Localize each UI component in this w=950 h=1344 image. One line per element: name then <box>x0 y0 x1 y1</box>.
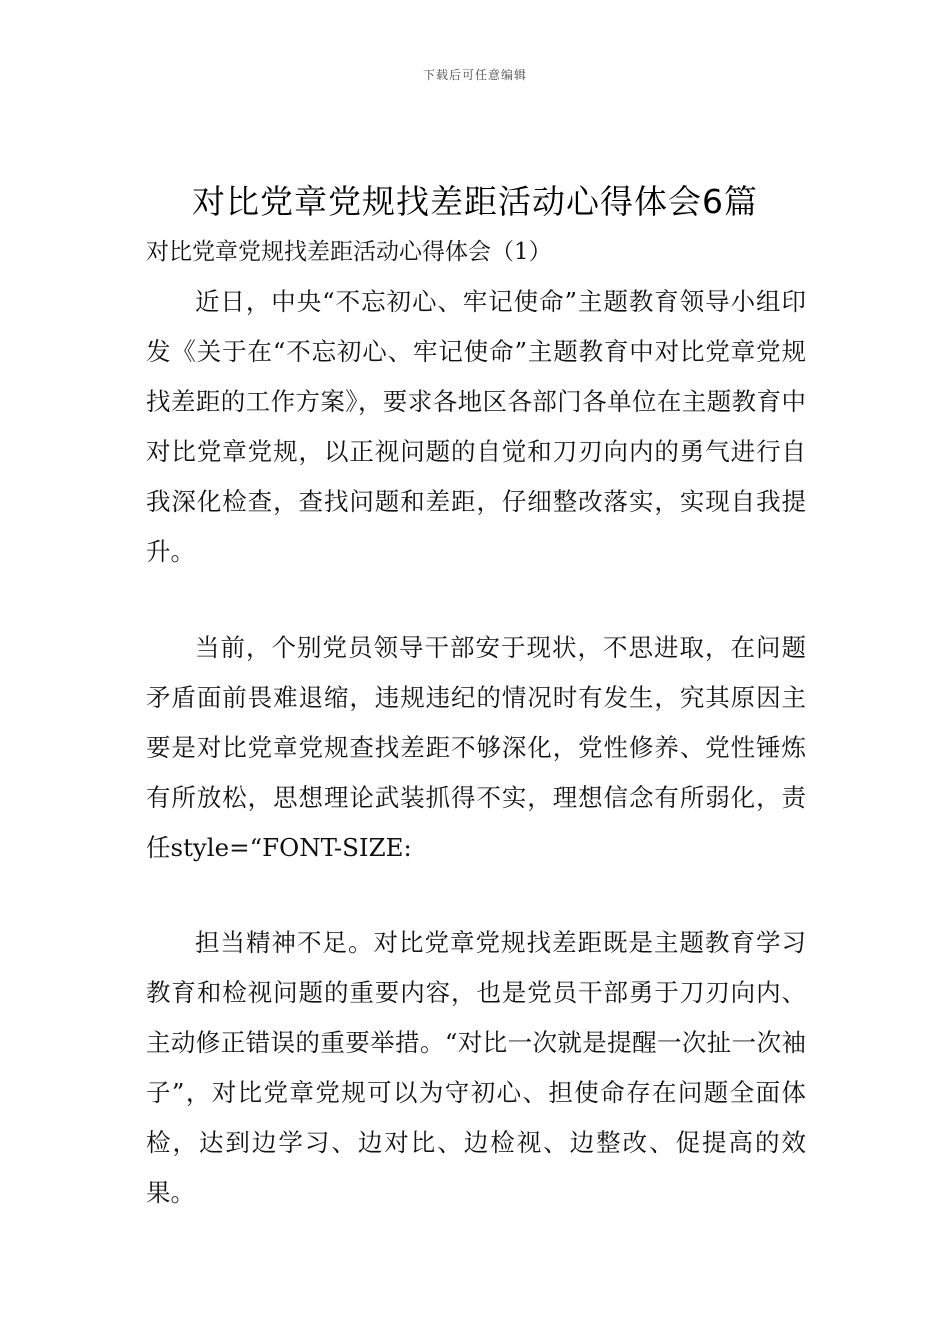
section-heading: 对比党章党规找差距活动心得体会（1） <box>146 239 552 265</box>
document-title: 对比党章党规找差距活动心得体会6篇 <box>192 182 758 221</box>
paragraph-3: 担当精神不足。对比党章党规找差距既是主题教育学习教育和检视问题的重要内容，也是党员干部勇于刀刃向内、主动修正错误的重要举措。“对比一次就是提醒一次扯一次袖子”，对比党章党规可以为守初心、担使命存在问题全面体检，达到边学习、边对比、边检视、边整改、促提高的效果。 <box>146 928 806 1207</box>
paragraph-1: 近日，中央“不忘初心、牢记使命”主题教育领导小组印发《关于在“不忘初心、牢记使命”主题教育中对比党章党规找差距的工作方案》，要求各地区各部门各单位在主题教育中对比党章党规，以正视问题的自觉和刀刃向内的勇气进行自我深化检查，查找问题和差距，仔细整改落实，实现自我提升。 <box>146 287 806 566</box>
header-note: 下载后可任意编辑 <box>422 68 527 82</box>
paragraph-2: 当前，个别党员领导干部安于现状，不思进取，在问题矛盾面前畏难退缩，违规违纪的情况时有发生，究其原因主要是对比党章党规查找差距不够深化，党性修养、党性锤炼有所放松，思想理论武装抓得不实，理想信念有所弱化，责任style=“FONT-SIZE: <box>146 633 806 862</box>
